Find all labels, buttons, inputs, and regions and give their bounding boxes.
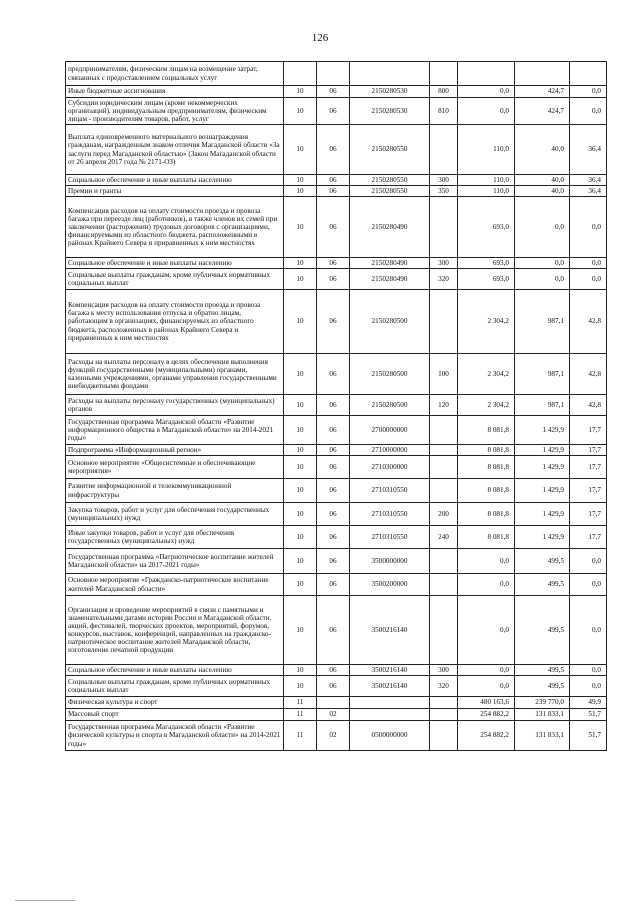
row-section-code: 11 (284, 709, 317, 721)
row-subsection-code: 06 (317, 354, 350, 395)
row-planned-amount: 8 081,8 (458, 416, 515, 445)
row-target-article: 3500200000 (350, 574, 430, 596)
row-execution-percent: 17,7 (570, 445, 607, 456)
row-name: Организация и проведение мероприятий в связи с памятными и знаменательными датами истории России и Магаданской области, акций, фестивалей, творческих проектов, мероприятий, форумов, конкурсов, выставок, конференций, направленных на гражданско-патриотическое воспитание жителей Магаданской области, изготовление печатной продукции (66, 596, 284, 665)
row-subsection-code: 06 (317, 86, 350, 98)
row-executed-amount: 987,1 (515, 290, 570, 354)
row-subsection-code: 06 (317, 269, 350, 290)
row-expense-type (430, 416, 458, 445)
row-expense-type (430, 596, 458, 665)
row-name: Основное мероприятие «Гражданско-патриотическое воспитание жителей Магаданской области» (66, 574, 284, 596)
row-planned-amount: 480 163,6 (458, 697, 515, 709)
row-execution-percent: 0,0 (570, 574, 607, 596)
row-planned-amount: 0,0 (458, 596, 515, 665)
row-executed-amount: 239 770,0 (515, 697, 570, 709)
row-section-code: 10 (284, 526, 317, 549)
row-name: Социальное обеспечение и иные выплаты населению (66, 258, 284, 269)
row-subsection-code: 06 (317, 197, 350, 258)
row-target-article: 2150280500 (350, 395, 430, 416)
table-row (66, 697, 607, 709)
row-expense-type: 300 (430, 665, 458, 676)
row-section-code: 10 (284, 395, 317, 416)
row-section-code: 10 (284, 503, 317, 526)
row-executed-amount: 424,7 (515, 98, 570, 125)
row-planned-amount: 693,0 (458, 258, 515, 269)
row-execution-percent: 17,7 (570, 479, 607, 503)
row-expense-type: 350 (430, 186, 458, 197)
row-subsection-code: 06 (317, 665, 350, 676)
row-name: Государственная программа «Патриотическое воспитание жителей Магаданской области» на 2017-2021 годы» (66, 549, 284, 574)
row-name: Выплата единовременного материального вознаграждения гражданам, награжденным знаком отличия Магаданской области «За заслуги перед Магаданской областью» (Закон Магаданской области от 26 апреля 2017 года № 2171-ОЗ) (66, 125, 284, 175)
row-planned-amount: 2 304,2 (458, 395, 515, 416)
row-executed-amount: 499,5 (515, 549, 570, 574)
table-row (66, 197, 607, 258)
table-row (66, 721, 607, 751)
table-row (66, 709, 607, 721)
row-execution-percent: 0,0 (570, 197, 607, 258)
row-execution-percent: 0,0 (570, 258, 607, 269)
table-row (66, 125, 607, 175)
row-planned-amount: 110,0 (458, 125, 515, 175)
row-target-article: 3500000000 (350, 549, 430, 574)
row-section-code: 11 (284, 721, 317, 751)
budget-table (65, 61, 607, 751)
row-expense-type (430, 479, 458, 503)
row-executed-amount: 40,0 (515, 175, 570, 186)
row-executed-amount: 40,0 (515, 186, 570, 197)
row-expense-type (430, 125, 458, 175)
row-name: Физическая культура и спорт (66, 697, 284, 709)
row-executed-amount: 131 833,1 (515, 709, 570, 721)
row-planned-amount: 2 304,2 (458, 354, 515, 395)
row-executed-amount: 40,0 (515, 125, 570, 175)
row-execution-percent: 49,9 (570, 697, 607, 709)
row-section-code: 10 (284, 665, 317, 676)
row-name: Закупка товаров, работ и услуг для обеспечения государственных (муниципальных) нужд (66, 503, 284, 526)
table-row (66, 549, 607, 574)
row-name: Государственная программа Магаданской области «Развитие физической культуры и спорта в Магаданской области» на 2014-2021 годы» (66, 721, 284, 751)
row-name: Развитие информационной и телекоммуникационной инфраструктуры (66, 479, 284, 503)
row-name: Государственная программа Магаданской области «Развитие информационного общества в Магаданской области» на 2014-2021 годы» (66, 416, 284, 445)
row-execution-percent: 17,7 (570, 503, 607, 526)
row-planned-amount: 0,0 (458, 98, 515, 125)
row-planned-amount: 8 081,8 (458, 503, 515, 526)
row-executed-amount: 0,0 (515, 258, 570, 269)
row-subsection-code (317, 62, 350, 86)
row-name: Премии и гранты (66, 186, 284, 197)
row-execution-percent: 51,7 (570, 721, 607, 751)
row-section-code: 10 (284, 269, 317, 290)
row-section-code: 10 (284, 676, 317, 697)
row-execution-percent: 36,4 (570, 125, 607, 175)
footer-rule (15, 900, 75, 901)
row-section-code: 10 (284, 354, 317, 395)
row-name: предпринимателям, физическим лицам на возмещение затрат, связанных с предоставлением социальных услуг (66, 62, 284, 86)
row-planned-amount: 2 304,2 (458, 290, 515, 354)
row-section-code: 10 (284, 456, 317, 479)
row-subsection-code: 06 (317, 98, 350, 125)
table-row (66, 354, 607, 395)
row-subsection-code: 06 (317, 676, 350, 697)
row-execution-percent: 17,7 (570, 416, 607, 445)
row-executed-amount: 1 429,9 (515, 503, 570, 526)
row-section-code: 10 (284, 86, 317, 98)
row-executed-amount: 424,7 (515, 86, 570, 98)
row-subsection-code: 06 (317, 290, 350, 354)
row-expense-type: 300 (430, 258, 458, 269)
row-execution-percent: 0,0 (570, 596, 607, 665)
row-execution-percent: 0,0 (570, 549, 607, 574)
row-name: Компенсация расходов на оплату стоимости проезда и провоза багажа при переезде лиц (работников), в также членов их семей при заключении (расторжении) трудовых договоров с организациями, финансируемыми из областного бюджета, расположенными в районах Крайнего Севера и приравненных к ним местностях (66, 197, 284, 258)
row-planned-amount: 0,0 (458, 86, 515, 98)
row-executed-amount: 131 833,1 (515, 721, 570, 751)
row-section-code: 10 (284, 549, 317, 574)
row-name: Иные закупки товаров, работ и услуг для обеспечения государственных (муниципальных) нужд (66, 526, 284, 549)
row-expense-type: 810 (430, 98, 458, 125)
row-expense-type (430, 574, 458, 596)
row-target-article: 2150280550 (350, 175, 430, 186)
row-name: Подпрограмма «Информационный регион» (66, 445, 284, 456)
row-expense-type (430, 62, 458, 86)
row-target-article: 2150280530 (350, 86, 430, 98)
table-row (66, 456, 607, 479)
row-executed-amount: 987,1 (515, 395, 570, 416)
row-planned-amount (458, 62, 515, 86)
row-execution-percent: 0,0 (570, 676, 607, 697)
row-name: Социальные выплаты гражданам, кроме публичных нормативных социальных выплат (66, 269, 284, 290)
row-target-article: 2710300000 (350, 456, 430, 479)
row-executed-amount: 1 429,9 (515, 445, 570, 456)
row-target-article (350, 697, 430, 709)
table-row (66, 258, 607, 269)
row-name: Иные бюджетные ассигнования (66, 86, 284, 98)
row-expense-type (430, 697, 458, 709)
row-subsection-code: 06 (317, 125, 350, 175)
row-name: Расходы на выплаты персоналу в целях обеспечения выполнения функций государственными (муниципальными) органами, казенными учреждениями, органами управления государственными внебюджетными фондами (66, 354, 284, 395)
row-planned-amount: 8 081,8 (458, 445, 515, 456)
row-target-article (350, 62, 430, 86)
row-target-article (350, 709, 430, 721)
row-name: Основное мероприятие «Общесистемные и обеспечивающие мероприятия» (66, 456, 284, 479)
row-planned-amount: 693,0 (458, 197, 515, 258)
row-subsection-code: 06 (317, 395, 350, 416)
row-expense-type: 300 (430, 175, 458, 186)
row-name: Массовый спорт (66, 709, 284, 721)
row-subsection-code: 02 (317, 721, 350, 751)
row-target-article: 2710310550 (350, 503, 430, 526)
row-target-article: 2150280500 (350, 354, 430, 395)
row-executed-amount: 987,1 (515, 354, 570, 395)
table-row (66, 676, 607, 697)
row-section-code: 10 (284, 186, 317, 197)
row-expense-type (430, 456, 458, 479)
row-execution-percent: 42,8 (570, 395, 607, 416)
table-row (66, 596, 607, 665)
row-subsection-code: 06 (317, 175, 350, 186)
row-subsection-code: 06 (317, 258, 350, 269)
row-execution-percent: 42,8 (570, 290, 607, 354)
table-row (66, 416, 607, 445)
table-row (66, 186, 607, 197)
row-execution-percent (570, 62, 607, 86)
row-subsection-code: 06 (317, 526, 350, 549)
table-row (66, 290, 607, 354)
row-section-code: 10 (284, 258, 317, 269)
row-planned-amount: 8 081,8 (458, 456, 515, 479)
row-section-code: 10 (284, 416, 317, 445)
row-expense-type (430, 709, 458, 721)
row-section-code: 11 (284, 697, 317, 709)
row-target-article: 2150280500 (350, 290, 430, 354)
row-expense-type: 120 (430, 395, 458, 416)
row-target-article: 2710310550 (350, 479, 430, 503)
row-target-article: 2710000000 (350, 445, 430, 456)
row-expense-type (430, 721, 458, 751)
row-target-article: 2150280490 (350, 258, 430, 269)
row-execution-percent: 42,8 (570, 354, 607, 395)
row-section-code (284, 62, 317, 86)
table-row (66, 479, 607, 503)
row-executed-amount: 499,5 (515, 665, 570, 676)
row-expense-type (430, 290, 458, 354)
row-expense-type (430, 445, 458, 456)
row-section-code: 10 (284, 574, 317, 596)
table-row (66, 98, 607, 125)
row-executed-amount: 1 429,9 (515, 416, 570, 445)
row-execution-percent: 0,0 (570, 269, 607, 290)
table-row (66, 503, 607, 526)
row-expense-type: 320 (430, 676, 458, 697)
row-target-article: 0500000000 (350, 721, 430, 751)
row-section-code: 10 (284, 445, 317, 456)
row-section-code: 10 (284, 596, 317, 665)
row-subsection-code: 06 (317, 456, 350, 479)
row-target-article: 2150280530 (350, 98, 430, 125)
row-section-code: 10 (284, 125, 317, 175)
row-planned-amount: 0,0 (458, 665, 515, 676)
row-planned-amount: 0,0 (458, 574, 515, 596)
row-section-code: 10 (284, 98, 317, 125)
row-executed-amount: 499,5 (515, 676, 570, 697)
row-execution-percent: 36,4 (570, 175, 607, 186)
table-row (66, 574, 607, 596)
row-subsection-code: 06 (317, 574, 350, 596)
row-executed-amount (515, 62, 570, 86)
row-target-article: 3500216140 (350, 676, 430, 697)
row-subsection-code: 02 (317, 709, 350, 721)
row-execution-percent: 17,7 (570, 526, 607, 549)
page-number: 126 (311, 32, 329, 44)
row-expense-type (430, 197, 458, 258)
row-target-article: 3500216140 (350, 665, 430, 676)
row-execution-percent: 0,0 (570, 98, 607, 125)
row-expense-type: 240 (430, 526, 458, 549)
row-planned-amount: 8 081,8 (458, 479, 515, 503)
row-expense-type: 200 (430, 503, 458, 526)
row-name: Компенсация расходов на оплату стоимости проезда и провоза багажа к месту использования отпуска и обратно лицам, работающим в организациях, финансируемых из областного бюджета, расположенных в районах Крайнего Севера и приравненных к ним местностях (66, 290, 284, 354)
row-name: Социальное обеспечение и иные выплаты населению (66, 665, 284, 676)
row-subsection-code: 06 (317, 445, 350, 456)
row-planned-amount: 254 882,2 (458, 721, 515, 751)
row-subsection-code: 06 (317, 186, 350, 197)
row-executed-amount: 1 429,9 (515, 526, 570, 549)
row-planned-amount: 693,0 (458, 269, 515, 290)
row-expense-type (430, 549, 458, 574)
row-planned-amount: 110,0 (458, 186, 515, 197)
table-row (66, 665, 607, 676)
row-execution-percent: 0,0 (570, 86, 607, 98)
row-section-code: 10 (284, 290, 317, 354)
row-expense-type: 100 (430, 354, 458, 395)
row-target-article: 2150280490 (350, 197, 430, 258)
row-subsection-code (317, 697, 350, 709)
row-planned-amount: 8 081,8 (458, 526, 515, 549)
row-subsection-code: 06 (317, 596, 350, 665)
table-row (66, 175, 607, 186)
row-executed-amount: 0,0 (515, 269, 570, 290)
row-planned-amount: 254 882,2 (458, 709, 515, 721)
row-target-article: 2150280550 (350, 125, 430, 175)
row-section-code: 10 (284, 197, 317, 258)
row-execution-percent: 17,7 (570, 456, 607, 479)
row-execution-percent: 0,0 (570, 665, 607, 676)
table-row (66, 269, 607, 290)
row-planned-amount: 0,0 (458, 549, 515, 574)
table-row (66, 445, 607, 456)
row-target-article: 2710310550 (350, 526, 430, 549)
row-subsection-code: 06 (317, 549, 350, 574)
table-row (66, 395, 607, 416)
row-execution-percent: 51,7 (570, 709, 607, 721)
row-target-article: 2150280550 (350, 186, 430, 197)
row-section-code: 10 (284, 175, 317, 186)
row-section-code: 10 (284, 479, 317, 503)
row-planned-amount: 0,0 (458, 676, 515, 697)
row-subsection-code: 06 (317, 416, 350, 445)
row-executed-amount: 499,5 (515, 574, 570, 596)
row-name: Расходы на выплаты персоналу государственных (муниципальных) органов (66, 395, 284, 416)
row-target-article: 2700000000 (350, 416, 430, 445)
table-row (66, 62, 607, 86)
row-name: Социальные выплаты гражданам, кроме публичных нормативных социальных выплат (66, 676, 284, 697)
row-executed-amount: 0,0 (515, 197, 570, 258)
row-subsection-code: 06 (317, 503, 350, 526)
row-subsection-code: 06 (317, 479, 350, 503)
table-row (66, 86, 607, 98)
row-executed-amount: 1 429,9 (515, 456, 570, 479)
row-name: Субсидии юридическим лицам (кроме некоммерческих организаций), индивидуальным предпринимателям, физическим лицам - производителям товаров, работ, услуг (66, 98, 284, 125)
row-executed-amount: 1 429,9 (515, 479, 570, 503)
row-target-article: 2150280490 (350, 269, 430, 290)
table-row (66, 526, 607, 549)
row-expense-type: 320 (430, 269, 458, 290)
row-planned-amount: 110,0 (458, 175, 515, 186)
row-executed-amount: 499,5 (515, 596, 570, 665)
row-expense-type: 800 (430, 86, 458, 98)
row-execution-percent: 36,4 (570, 186, 607, 197)
row-name: Социальное обеспечение и иные выплаты населению (66, 175, 284, 186)
row-target-article: 3500216140 (350, 596, 430, 665)
